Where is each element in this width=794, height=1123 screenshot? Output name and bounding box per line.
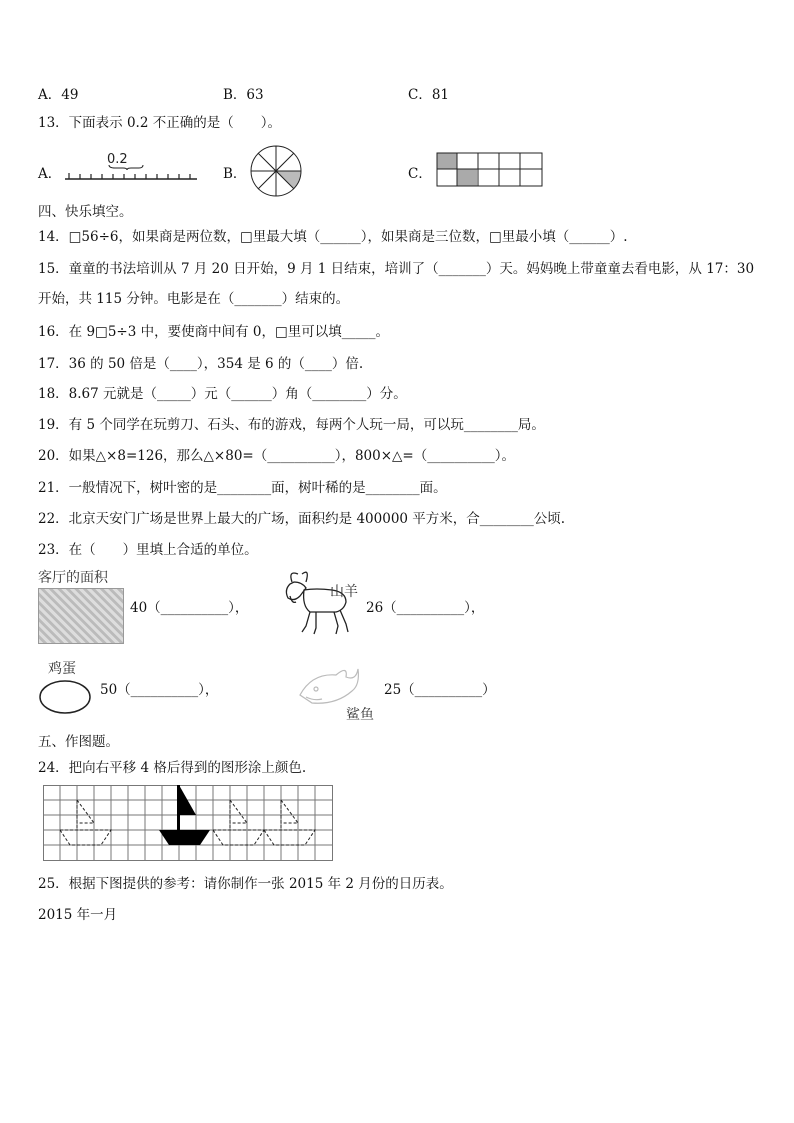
egg-image xyxy=(38,678,94,718)
option-b: B．63 xyxy=(223,87,264,103)
circle-figure xyxy=(248,145,306,199)
section-4-title: 四、快乐填空。 xyxy=(38,204,133,220)
question-15-line-1: 15．童童的书法培训从 7 月 20 日开始，9 月 1 日结束，培训了（_______）天。妈妈晚上带童童去看电影，从 17：30 xyxy=(38,261,755,277)
option-c: C．81 xyxy=(408,87,450,103)
option-b-label: B． xyxy=(223,166,247,182)
option-a-label: A． xyxy=(38,166,62,182)
grid-figure xyxy=(436,152,544,188)
option-a: A．49 xyxy=(38,87,79,103)
goat-image xyxy=(280,568,358,640)
question-16: 16．在 9□5÷3 中，要使商中间有 0，□里可以填_____。 xyxy=(38,324,389,340)
question-15-line-2: 开始，共 115 分钟。电影是在（_______）结束的。 xyxy=(38,291,350,307)
goat-answer: 26（__________）， xyxy=(366,600,485,616)
living-room-image xyxy=(38,588,124,644)
question-20: 20．如果△×8=126，那么△×80=（__________），800×△=（__________）。 xyxy=(38,448,515,464)
question-13: 13．下面表示 0.2 不正确的是（ ）。 xyxy=(38,115,281,131)
option-c-label: C． xyxy=(408,166,432,182)
number-line-label: 0.2 xyxy=(107,152,128,167)
calendar-caption: 2015 年一月 xyxy=(38,907,118,923)
question-19: 19．有 5 个同学在玩剪刀、石头、布的游戏，每两个人玩一局，可以玩________局。 xyxy=(38,417,545,433)
question-24: 24．把向右平移 4 格后得到的图形涂上颜色. xyxy=(38,760,307,776)
shark-label: 鲨鱼 xyxy=(346,707,374,723)
number-line-figure xyxy=(65,148,200,184)
question-21: 21．一般情况下，树叶密的是________面，树叶稀的是________面。 xyxy=(38,480,447,496)
section-5-title: 五、作图题。 xyxy=(38,734,119,750)
living-room-answer: 40（__________）， xyxy=(130,600,249,616)
egg-label: 鸡蛋 xyxy=(48,661,76,677)
question-22: 22．北京天安门广场是世界上最大的广场，面积约是 400000 平方米，合________公顷. xyxy=(38,511,566,527)
question-17: 17．36 的 50 倍是（____），354 是 6 的（____）倍. xyxy=(38,356,364,372)
question-18: 18．8.67 元就是（_____）元（______）角（________）分。 xyxy=(38,386,407,402)
shark-answer: 25（__________） xyxy=(384,682,496,698)
question-23: 23．在（ ）里填上合适的单位。 xyxy=(38,542,258,558)
question-14: 14．□56÷6，如果商是两位数，□里最大填（______），如果商是三位数，□里最小填（______）. xyxy=(38,229,628,245)
egg-answer: 50（__________）， xyxy=(100,682,219,698)
question-25: 25．根据下图提供的参考：请你制作一张 2015 年 2 月份的日历表。 xyxy=(38,876,453,892)
living-room-label: 客厅的面积 xyxy=(38,570,108,586)
translation-grid xyxy=(43,785,335,863)
goat-label: 山羊 xyxy=(330,584,358,600)
